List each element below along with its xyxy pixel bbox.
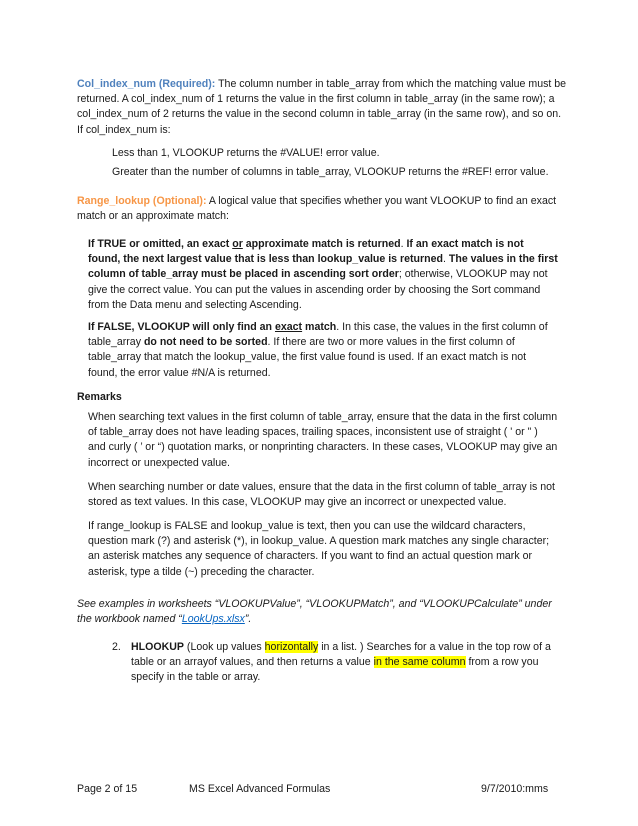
true-bold-3: If an exact match is not found, the next largest value that is less than lookup_value is returned — [88, 238, 524, 266]
false-bold-3: do not need to be sorted — [143, 336, 268, 349]
remarks-paragraph-3: If range_lookup is FALSE and lookup_value is text, then you can use the wildcard characters, question mark (?) and asterisk (*), in lookup_value. A question mark matches any single character; an asterisk matches any sequence of characters. If you want to find an actual question mark or asterisk, type a tilde (~) preceding the character. — [88, 520, 550, 578]
hlookup-text-3: from a row you specify in the table or array. — [131, 656, 539, 684]
hlookup-highlight-1: horizontally — [264, 641, 319, 653]
hlookup-paragraph — [131, 640, 561, 686]
col-index-item-1: Less than 1, VLOOKUP returns the #VALUE! error value. — [112, 147, 380, 159]
col-index-paragraph — [77, 77, 567, 138]
range-lookup-true-paragraph — [88, 237, 558, 313]
col-index-heading: Col_index_num (Required): — [77, 78, 216, 90]
false-exact: exact — [274, 321, 303, 333]
true-bold-2: approximate match is returned — [242, 238, 401, 250]
true-text-3: ; otherwise, VLOOKUP may not give the correct value. You can put the values in ascending order by choosing the Sort command from the Data menu and selecting Ascending. — [88, 268, 548, 311]
remarks-paragraph-1: When searching text values in the first column of table_array, ensure that the data in the first column of table_array does not have leading spaces, trailing spaces, inconsistent use of straight ( ' or " ) and curly ( ’ or “) quotation marks, or nonprinting characters. In these cases, VLOOKUP may give an incorrect or unexpected value. — [88, 411, 558, 469]
examples-text-1: See examples in worksheets “VLOOKUPValue”, “VLOOKUPMatch”, and “VLOOKUPCalculate” under the workbook named “ — [77, 598, 552, 626]
footer-title: MS Excel Advanced Formulas — [189, 783, 331, 795]
true-or: or — [232, 238, 243, 250]
lookups-xlsx-link[interactable]: LookUps.xlsx — [181, 613, 245, 626]
false-bold-2: match — [302, 321, 337, 333]
col-index-item-2: Greater than the number of columns in table_array, VLOOKUP returns the #REF! error value. — [112, 166, 549, 178]
examples-text-2: ”. — [244, 613, 252, 626]
range-lookup-false-paragraph — [88, 320, 558, 381]
true-text-1: . — [400, 238, 407, 250]
hlookup-name: HLOOKUP — [131, 641, 184, 653]
false-bold-1: If FALSE, VLOOKUP will only find an — [88, 321, 275, 333]
false-text-2: . If there are two or more values in the first column of table_array that match the lookup_value, the first value found is used. If an exact match is not found, the error value #N/A is returned. — [88, 336, 527, 379]
range-lookup-paragraph — [77, 194, 567, 224]
remarks-paragraph-2: When searching number or date values, ensure that the data in the first column of table_array is not stored as text values. In this case, VLOOKUP may give an incorrect or unexpected value. — [88, 481, 555, 509]
footer-date: 9/7/2010:mms — [481, 783, 549, 795]
range-lookup-text: A logical value that specifies whether you want VLOOKUP to find an exact match or an approximate match: — [77, 195, 557, 223]
true-bold-4: The values in the first column of table_array must be placed in ascending sort order — [88, 253, 558, 281]
true-bold-1: If TRUE or omitted, an exact — [88, 238, 233, 250]
col-index-text: The column number in table_array from which the matching value must be returned. A col_index_num of 1 returns the value in the first column in table_array (in the same row); a col_index_num of 2 returns the value in the second column in table_array (in the same row), and so on. If col_index_num is: — [77, 78, 567, 136]
true-text-2: . — [442, 253, 449, 266]
examples-paragraph — [77, 597, 567, 627]
false-text-1: . In this case, the values in the first column of table_array — [88, 321, 548, 349]
hlookup-list-number: 2. — [112, 641, 121, 653]
hlookup-text-1: (Look up values — [183, 641, 265, 653]
hlookup-text-2: in a list. ) Searches for a value in the top row of a table or an arrayof values, and then returns a value — [131, 641, 551, 669]
hlookup-highlight-2: in the same column — [373, 656, 466, 669]
range-lookup-heading: Range_lookup (Optional): — [77, 195, 207, 207]
remarks-heading: Remarks — [77, 391, 122, 403]
footer-page-number: Page 2 of 15 — [77, 783, 138, 795]
